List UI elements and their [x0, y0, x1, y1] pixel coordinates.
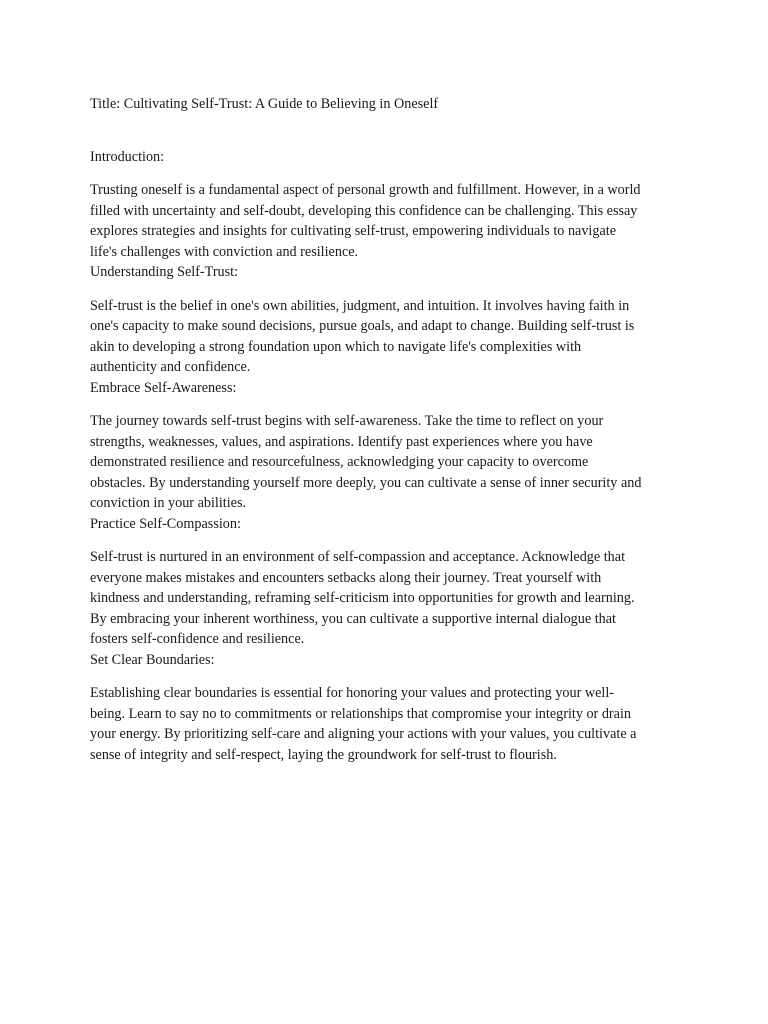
paragraph-line: Self-trust is nurtured in an environment of self-compassion and acceptance. Acknowledge that — [90, 549, 626, 565]
paragraph-line: By embracing your inherent worthiness, you can cultivate a supportive internal dialogue that — [90, 610, 616, 627]
section-heading: Set Clear Boundaries: — [90, 651, 215, 668]
paragraph-line: The journey towards self-trust begins with self-awareness. Take the time to reflect on your — [90, 413, 604, 429]
paragraph-line: one's capacity to make sound decisions, pursue goals, and adapt to change. Building self-trust is — [90, 318, 635, 334]
paragraph-line: sense of integrity and self-respect, laying the groundwork for self-trust to flourish. — [90, 746, 557, 763]
paragraph-line: authenticity and confidence. — [90, 359, 251, 375]
section-heading: Practice Self-Compassion: — [90, 515, 241, 532]
section-set-clear-boundaries — [90, 650, 680, 766]
paragraph-line: filled with uncertainty and self-doubt, developing this confidence can be challenging. This essay — [90, 202, 638, 219]
section-paragraph — [90, 411, 680, 514]
paragraph-line: kindness and understanding, reframing self-criticism into opportunities for growth and learning. — [90, 590, 635, 606]
section-paragraph — [90, 683, 680, 765]
paragraph-line: strengths, weaknesses, values, and aspirations. Identify past experiences where you have — [90, 433, 593, 450]
section-heading: Understanding Self-Trust: — [90, 264, 239, 280]
paragraph-line: obstacles. By understanding yourself more deeply, you can cultivate a sense of inner security and — [90, 474, 642, 491]
section-introduction — [90, 147, 680, 263]
paragraph-line: conviction in your abilities. — [90, 495, 247, 511]
paragraph-line: explores strategies and insights for cultivating self-trust, empowering individuals to navigate — [90, 223, 617, 239]
paragraph-line: fosters self-confidence and resilience. — [90, 631, 305, 647]
paragraph-line: your energy. By prioritizing self-care and aligning your actions with your values, you cultivate a — [90, 726, 637, 742]
paragraph-line: life's challenges with conviction and resilience. — [90, 243, 359, 260]
document-title: Title: Cultivating Self-Trust: A Guide to Believing in Oneself — [90, 96, 439, 112]
section-heading: Embrace Self-Awareness: — [90, 379, 237, 396]
section-paragraph — [90, 180, 680, 262]
paragraph-line: Self-trust is the belief in one's own abilities, judgment, and intuition. It involves having faith in — [90, 297, 630, 314]
paragraph-line: demonstrated resilience and resourcefulness, acknowledging your capacity to overcome — [90, 454, 589, 470]
paragraph-line: Establishing clear boundaries is essential for honoring your values and protecting your well- — [90, 685, 615, 701]
paragraph-line: Trusting oneself is a fundamental aspect of personal growth and fulfillment. However, in a world — [90, 182, 641, 198]
section-embrace-self-awareness — [90, 378, 680, 514]
section-paragraph — [90, 296, 680, 378]
section-understanding-self-trust — [90, 262, 680, 378]
paragraph-line: everyone makes mistakes and encounters setbacks along their journey. Treat yourself with — [90, 569, 602, 586]
section-paragraph — [90, 547, 680, 650]
document-page — [90, 94, 680, 765]
section-practice-self-compassion — [90, 514, 680, 650]
section-heading: Introduction: — [90, 148, 165, 165]
paragraph-line: being. Learn to say no to commitments or relationships that compromise your integrity or drain — [90, 705, 631, 722]
paragraph-line: akin to developing a strong foundation upon which to navigate life's complexities with — [90, 338, 582, 355]
